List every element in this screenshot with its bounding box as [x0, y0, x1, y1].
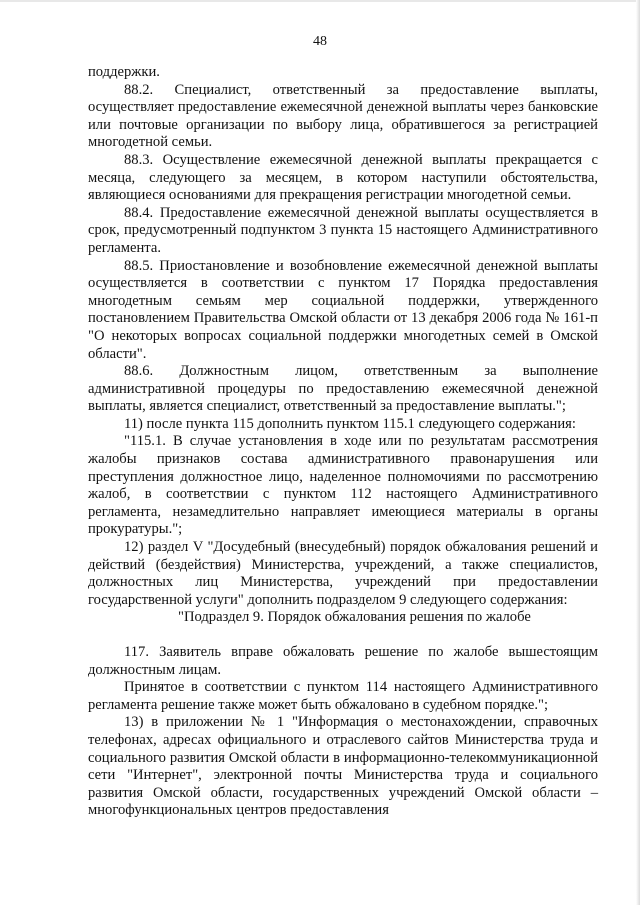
- paragraph-88-4: 88.4. Предоставление ежемесячной денежной выплаты осуществляется в срок, предусмотренный подпунктом 3 пункта 15 настоящего Административного регламента.: [88, 204, 598, 256]
- paragraph-88-6: 88.6. Должностным лицом, ответственным за выполнение административной процедуры по предоставлению ежемесячной денежной выплаты, является специалист, ответственный за предоставление выплаты.";: [88, 363, 598, 415]
- paragraph-117: 117. Заявитель вправе обжаловать решение по жалобе вышестоящим должностным лицам.: [88, 644, 598, 678]
- blank-line: [88, 627, 598, 644]
- paragraph-88-3: 88.3. Осуществление ежемесячной денежной выплаты прекращается с месяца, следующего за месяцем, в котором наступили обстоятельства, являющиеся основаниями для прекращения регистрации многодетной семьи.: [88, 151, 598, 204]
- paragraph-decision-appeal: Принятое в соответствии с пунктом 114 настоящего Административного регламента решение также может быть обжаловано в судебном порядке.";: [88, 679, 598, 713]
- paragraph-88-5: 88.5. Приостановление и возобновление ежемесячной денежной выплаты осуществляется в соответствии с пунктом 17 Порядка предоставления многодетным семьям мер социальной поддержки, утвержденного постановлением Правительства Омской области от 13 декабря 2006 года № 161-п "О некоторых вопросах социальной поддержки многодетных семей в Омской области".: [88, 257, 598, 362]
- subsection-heading: "Подраздел 9. Порядок обжалования решения по жалобе: [178, 609, 531, 626]
- paragraph-115-1: "115.1. В случае установления в ходе или по результатам рассмотрения жалобы признаков состава административного правонарушения или преступления должностное лицо, наделенное полномочиями по рассмотрению жалоб, в соответствии с пунктом 112 настоящего Административного регламента, незамедлительно направляет имеющиеся материалы в органы прокуратуры.";: [88, 433, 598, 538]
- scan-edge-shadow: [636, 0, 640, 905]
- paragraph-item-13: 13) в приложении № 1 "Информация о местонахождении, справочных телефонах, адресах официального и отраслевого сайтов Министерства труда и социального развития Омской области в информационно-телекоммуникационной сети "Интернет", электронной почты Министерства труда и социального развития Омской области, государственных учреждений Омской области – многофункциональных центров предоставления: [88, 714, 598, 819]
- document-body: [88, 64, 598, 820]
- page-number: 48: [313, 34, 327, 49]
- paragraph-88-2: 88.2. Специалист, ответственный за предоставление выплаты, осуществляет предоставление ежемесячной денежной выплаты через банковские или почтовые организации по выбору лица, обратившегося за регистрацией многодетной семьи.: [88, 81, 598, 151]
- paragraph-item-12: 12) раздел V "Досудебный (внесудебный) порядок обжалования решений и действий (бездействия) Министерства, учреждений, а также специалистов, должностных лиц Министерства, учреждений при предоставлении государственной услуги" дополнить подразделом 9 следующего содержания:: [88, 539, 598, 608]
- paragraph-continuation: поддержки.: [88, 64, 160, 80]
- scan-edge: [0, 0, 640, 2]
- paragraph-item-11: 11) после пункта 115 дополнить пунктом 115.1 следующего содержания:: [124, 415, 576, 432]
